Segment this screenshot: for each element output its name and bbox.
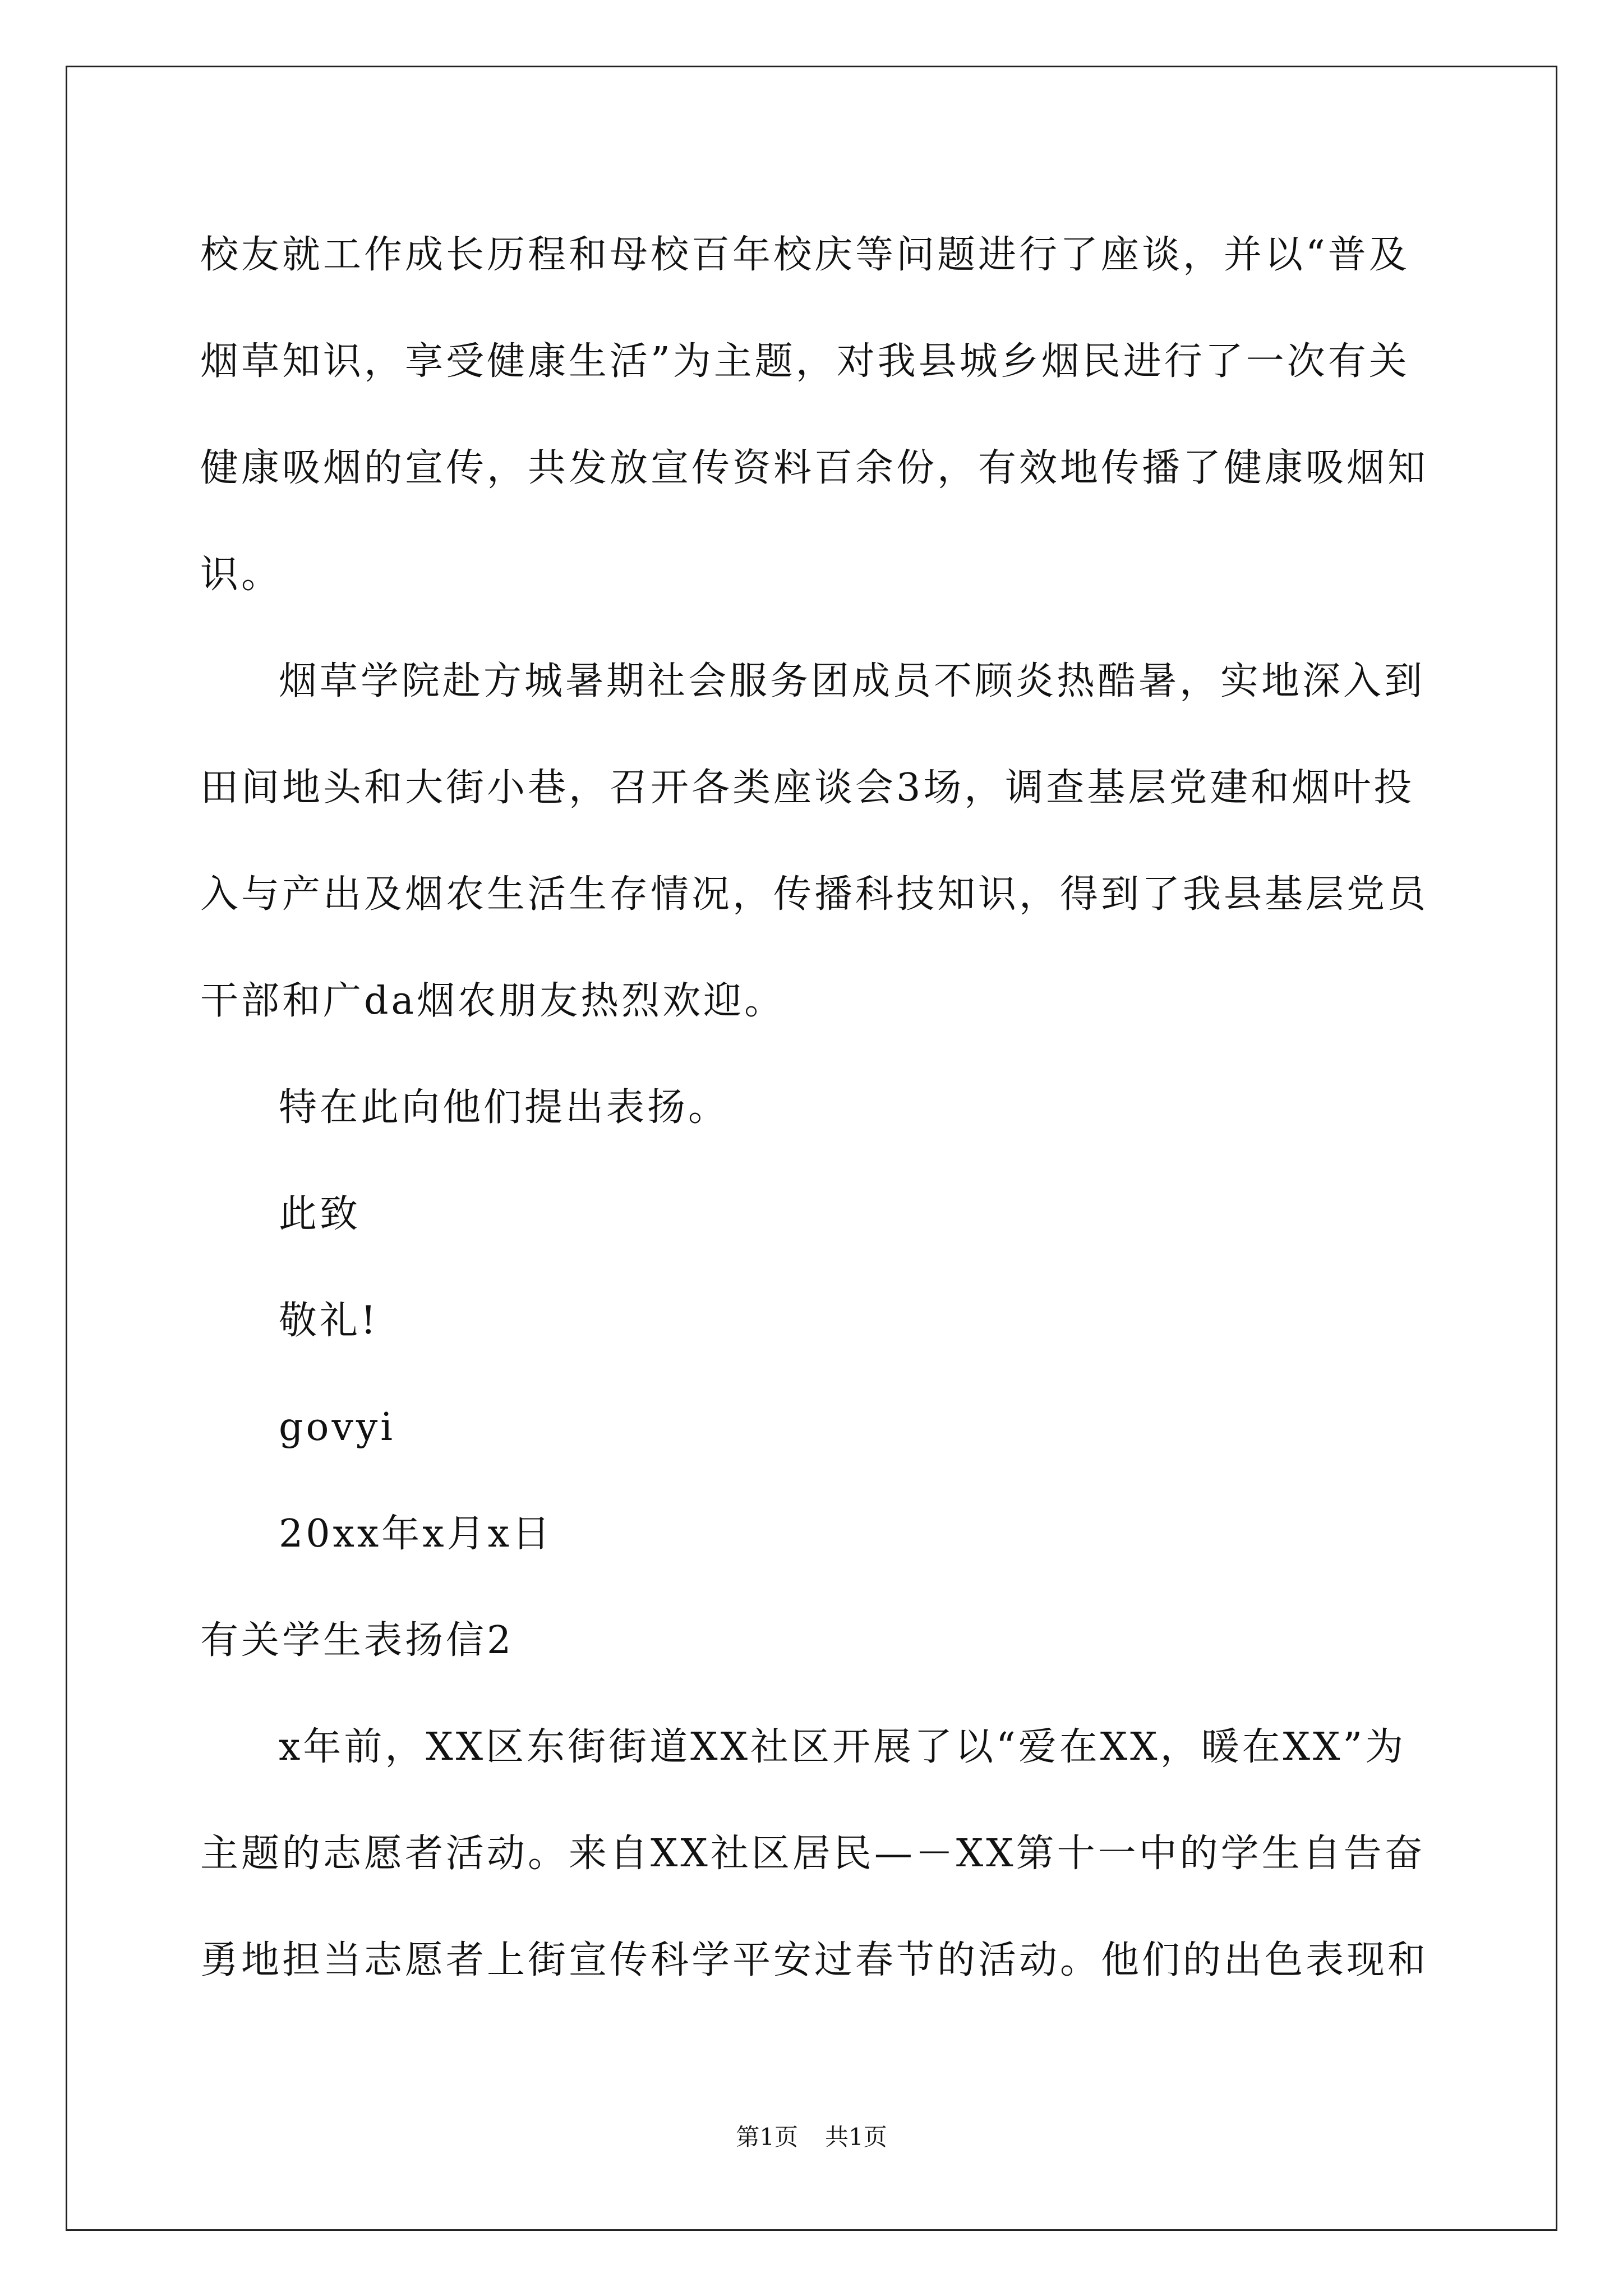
section-heading: 有关学生表扬信2 <box>200 1618 514 1663</box>
page-number: 第1页 <box>736 2123 798 2151</box>
letter-date: 20xx年x月x日 <box>279 1512 553 1556</box>
closing-regards: 敬礼! <box>279 1299 379 1343</box>
signature: govyi <box>279 1405 396 1450</box>
page-footer <box>0 2120 1623 2154</box>
document-body <box>200 202 1434 2014</box>
closing-salutation: 此致 <box>279 1192 361 1236</box>
paragraph-alumni-forum: 校友就工作成长历程和母校百年校庆等问题进行了座谈，并以“普及烟草知识，享受健康生活”为主题，对我县城乡烟民进行了一次有关健康吸烟的宣传，共发放宣传资料百余份，有效地传播了健康吸烟知识。 <box>200 233 1429 597</box>
paragraph-service-team: 烟草学院赴方城暑期社会服务团成员不顾炎热酷暑，实地深入到田间地头和大街小巷，召开各类座谈会3场，调查基层党建和烟叶投入与产出及烟农生活生存情况，传播科技知识，得到了我县基层党员干部和广da烟农朋友热烈欢迎。 <box>200 659 1429 1023</box>
paragraph-commendation: 特在此向他们提出表扬。 <box>279 1085 730 1130</box>
paragraph-volunteer-activity: x年前，XX区东街街道XX社区开展了以“爱在XX，暖在XX”为主题的志愿者活动。来自XX社区居民—－XX第十一中的学生自告奋勇地担当志愿者上街宣传科学平安过春节的活动。他们的出色表现和 <box>200 1725 1429 1982</box>
page-total: 共1页 <box>825 2123 887 2151</box>
